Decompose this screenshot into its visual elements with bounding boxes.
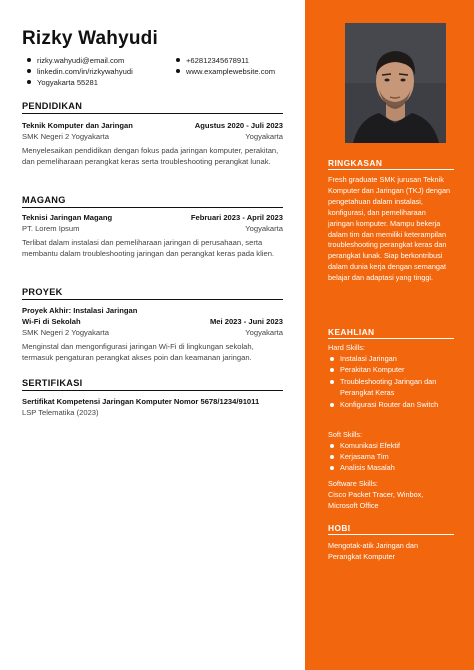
sidebar-divider (328, 534, 454, 535)
bullet-icon (330, 444, 334, 448)
hard-skill-item: Troubleshooting Jaringan dan Perangkat Keras (340, 377, 437, 397)
hobby-text: Mengotak-atik Jaringan dan Perangkat Komputer (328, 541, 419, 561)
project-dates: Mei 2023 - Juni 2023 (209, 317, 283, 326)
website-text: www.examplewebsite.com (186, 67, 276, 76)
education-section-title: PENDIDIKAN (22, 101, 83, 111)
project-location: Yogyakarta (245, 328, 283, 337)
project-name-line1: Proyek Akhir: Instalasi Jaringan (22, 306, 138, 315)
bullet-icon (330, 357, 334, 361)
linkedin-text: linkedin.com/in/rizkywahyudi (37, 67, 133, 76)
hobby-section-title: HOBI (328, 523, 351, 533)
education-dates: Agustus 2020 - Juli 2023 (194, 121, 283, 130)
candidate-name: Rizky Wahyudi (22, 28, 158, 49)
bullet-icon (330, 368, 334, 372)
bullet-icon (27, 69, 31, 73)
contact-linkedin (27, 67, 133, 76)
certification-issuer: LSP Telematika (2023) (22, 408, 99, 417)
soft-skill-item: Kerjasama Tim (340, 452, 389, 461)
address-text: Yogyakarta 55281 (37, 78, 98, 87)
software-skills-text: Cisco Packet Tracer, Winbox, Microsoft Office (328, 490, 424, 510)
section-divider (22, 299, 283, 300)
bullet-icon (330, 380, 334, 384)
email-text: rizky.wahyudi@email.com (37, 56, 125, 65)
certification-section-title: SERTIFIKASI (22, 378, 83, 388)
skills-section-title: KEAHLIAN (328, 327, 375, 337)
profile-photo (345, 23, 446, 143)
education-school: SMK Negeri 2 Yogyakarta (22, 132, 109, 141)
summary-text: Fresh graduate SMK jurusan Teknik Komputer dan Jaringan (TKJ) dengan pengetahuan dalam instalasi, konfigurasi, dan pemeliharaan jaringan komputer. Mampu bekerja dalam tim dan memiliki keterampilan troubleshooting perangkat keras dan perangkat lunak. Siap berkontribusi dalam dunia kerja dengan semangat belajar dan adaptasi yang tinggi. (328, 175, 451, 283)
soft-skill-item: Analisis Masalah (340, 463, 395, 472)
internship-description: Terlibat dalam instalasi dan pemeliharaan jaringan di perusahaan, serta membantu dalam troubleshooting jaringan dan perangkat keras pada klien. (22, 238, 275, 258)
education-description: Menyelesaikan pendidikan dengan fokus pada jaringan komputer, perakitan, dan pemeliharaan perangkat keras serta troubleshooting perangkat lunak. (22, 146, 279, 166)
project-description: Menginstal dan mengonfigurasi jaringan Wi-Fi di lingkungan sekolah, termasuk pengaturan perangkat akses poin dan keamanan jaringan. (22, 342, 254, 362)
education-degree: Teknik Komputer dan Jaringan (22, 121, 133, 130)
hard-skill-item: Perakitan Komputer (340, 365, 405, 374)
summary-section-title: RINGKASAN (328, 158, 383, 168)
project-school: SMK Negeri 2 Yogyakarta (22, 328, 109, 337)
internship-section-title: MAGANG (22, 195, 66, 205)
internship-role: Teknisi Jaringan Magang (22, 213, 113, 222)
person-portrait-icon (345, 23, 446, 143)
education-location: Yogyakarta (245, 132, 283, 141)
bullet-icon (176, 58, 180, 62)
hard-skill-item: Konfigurasi Router dan Switch (340, 400, 439, 409)
internship-dates: Februari 2023 - April 2023 (190, 213, 283, 222)
section-divider (22, 390, 283, 391)
section-divider (22, 113, 283, 114)
sidebar-divider (328, 338, 454, 339)
contact-email (27, 56, 124, 65)
bullet-icon (27, 58, 31, 62)
bullet-icon (330, 403, 334, 407)
bullet-icon (27, 80, 31, 84)
bullet-icon (176, 69, 180, 73)
project-name-line2: Wi-Fi di Sekolah (22, 317, 81, 326)
contact-address (27, 78, 98, 87)
bullet-icon (330, 455, 334, 459)
soft-skill-item: Komunikasi Efektif (340, 441, 401, 450)
section-divider (22, 207, 283, 208)
project-section-title: PROYEK (22, 287, 63, 297)
hard-skill-item: Instalasi Jaringan (340, 354, 397, 363)
hard-skills-label: Hard Skills: (328, 343, 365, 352)
sidebar-divider (328, 169, 454, 170)
internship-location: Yogyakarta (245, 224, 283, 233)
bullet-icon (330, 466, 334, 470)
software-skills-label: Software Skills: (328, 479, 378, 488)
soft-skills-label: Soft Skills: (328, 430, 363, 439)
phone-text: +62812345678911 (186, 56, 249, 65)
contact-website (176, 67, 275, 76)
contact-phone (176, 56, 249, 65)
certification-name: Sertifikat Kompetensi Jaringan Komputer Nomor 5678/1234/91011 (22, 397, 260, 406)
internship-company: PT. Lorem Ipsum (22, 224, 80, 233)
